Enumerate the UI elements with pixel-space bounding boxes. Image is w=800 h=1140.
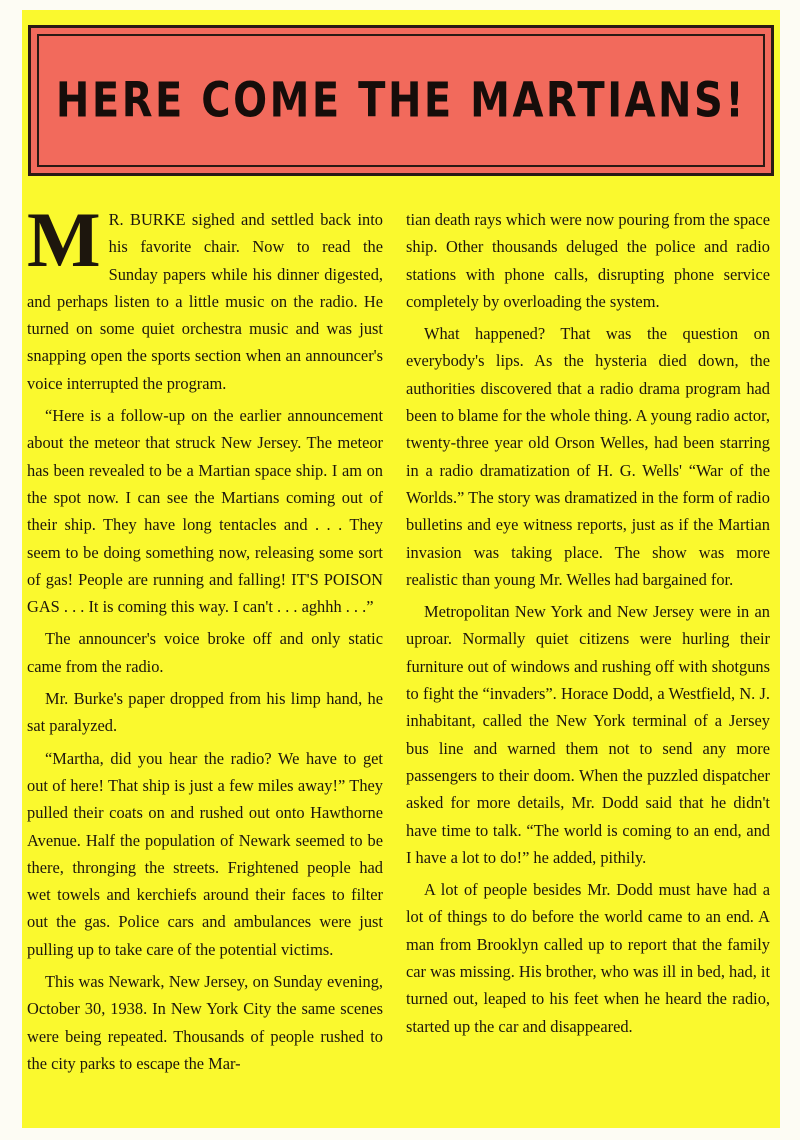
- story-paragraph: [27, 196, 383, 397]
- title-banner-frame: [37, 34, 765, 167]
- story-paragraph: A lot of people besides Mr. Dodd must have had a lot of things to do before the world came to an end. A man from Brooklyn called up to report that the family car was missing. His brother, who was ill in bed, had, it turned out, leaped to his feet when he heard the radio, started up the car and disappeared.: [406, 880, 770, 1036]
- right-column: [406, 206, 770, 1045]
- story-paragraph: tian death rays which were now pouring from the space ship. Other thousands deluged the police and radio stations with phone calls, disrupting phone service completely by overloading the system.: [406, 210, 770, 311]
- story-paragraph-text: R. BURKE sighed and settled back into his favorite chair. Now to read the Sunday papers while his dinner digested, and perhaps listen to a little music on the radio. He turned on some quiet orchestra music and was just snapping open the sports section when an announcer's voice interrupted the program.: [27, 210, 383, 393]
- title-banner: [28, 25, 774, 176]
- story-paragraph: Mr. Burke's paper dropped from his limp hand, he sat paralyzed.: [27, 689, 383, 736]
- story-paragraph: Metropolitan New York and New Jersey were in an uproar. Normally quiet citizens were hurling their furniture out of windows and rushing off with shotguns to fight the “invaders”. Horace Dodd, a Westfield, N. J. inhabitant, called the New York terminal of a Jersey bus line and warned them not to send any more passengers to their doom. When the puzzled dispatcher asked for more details, Mr. Dodd said that he didn't have time to talk. “The world is coming to an end, and I have a lot to do!” he added, pithily.: [406, 602, 770, 867]
- story-paragraph: The announcer's voice broke off and only static came from the radio.: [27, 629, 383, 676]
- page-title: HERE COME THE MARTIANS!: [55, 72, 747, 129]
- story-paragraph: This was Newark, New Jersey, on Sunday evening, October 30, 1938. In New York City the same scenes were being repeated. Thousands of people rushed to the city parks to escape the Mar-: [27, 972, 383, 1073]
- drop-cap: M: [27, 196, 101, 283]
- story-paragraph: What happened? That was the question on everybody's lips. As the hysteria died down, the authorities discovered that a radio drama program had been to blame for the whole thing. A young radio actor, twenty-three year old Orson Welles, had been starring in a radio dramatization of H. G. Wells' “War of the Worlds.” The story was dramatized in the form of radio bulletins and eye witness reports, just as if the Martian invasion was taking place. The show was more realistic than young Mr. Welles had bargained for.: [406, 324, 770, 589]
- story-paragraph: “Martha, did you hear the radio? We have to get out of here! That ship is just a few miles away!” They pulled their coats on and rushed out onto Hawthorne Avenue. Half the population of Newark seemed to be there, thronging the streets. Frightened people had wet towels and kerchiefs around their faces to filter out the gas. Police cars and ambulances were just pulling up to take care of the potential victims.: [27, 748, 383, 959]
- story-paragraph: “Here is a follow-up on the earlier announcement about the meteor that struck New Jersey. The meteor has been revealed to be a Martian space ship. I am on the spot now. I can see the Martians coming out of their ship. They have long tentacles and . . . They seem to be doing something now, releasing some sort of gas! People are running and falling! IT'S POISON GAS . . . It is coming this way. I can't . . . aghhh . . .”: [27, 406, 383, 617]
- left-column: [27, 196, 383, 1082]
- comic-page: [22, 10, 780, 1128]
